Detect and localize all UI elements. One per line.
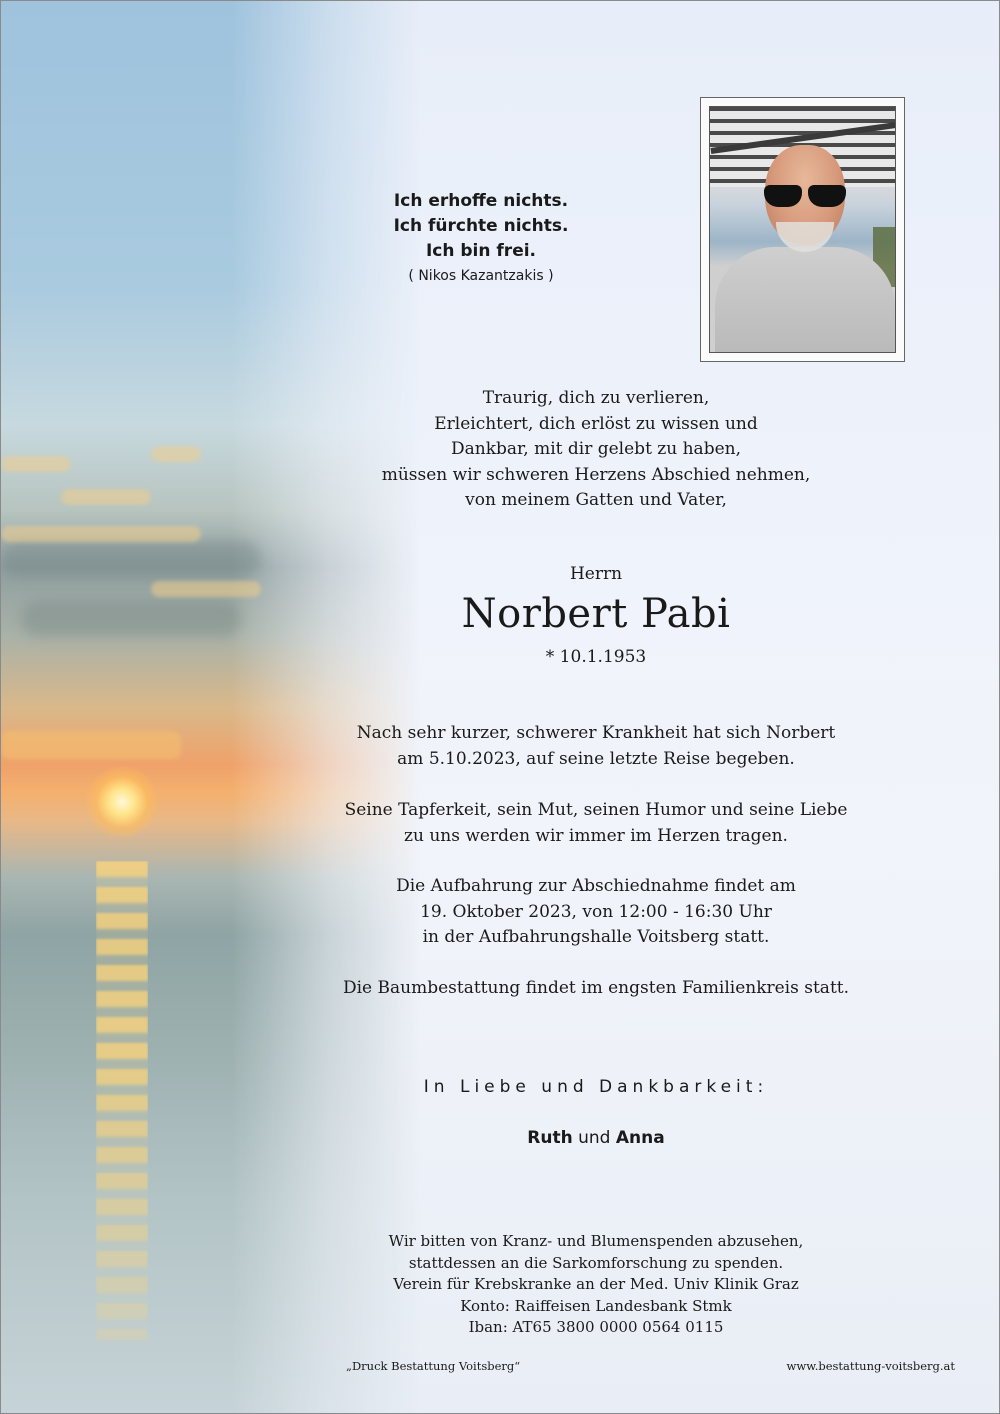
paragraph-line: am 5.10.2023, auf seine letzte Reise begeben. [397,748,795,769]
donation-note [281,1231,911,1339]
donation-line: Verein für Krebskranke an der Med. Univ Klinik Graz [393,1275,799,1293]
salutation: Herrn [569,564,623,584]
quote-author: ( Nikos Kazantzakis ) [408,268,554,284]
quote-line: Ich bin frei. [425,241,537,261]
sun-icon [86,766,158,838]
paragraph [281,798,911,849]
signatory-first: Ruth [527,1128,573,1148]
cloud [1,526,201,542]
paragraph-line: zu uns werden wir immer im Herzen tragen. [404,825,788,846]
tribute-line: von meinem Gatten und Vater, [465,490,727,511]
donation-line: Wir bitten von Kranz- und Blumenspenden abzusehen, [388,1232,804,1250]
shirt [715,247,895,353]
signatory-connector: und [578,1128,611,1148]
quote-line: Ich erhoffe nichts. [393,191,569,211]
birth-date: * 10.1.1953 [545,647,647,667]
portrait-frame [700,97,905,362]
tribute-line: Dankbar, mit dir gelebt zu haben, [451,439,741,460]
tribute-line: müssen wir schweren Herzens Abschied nehmen, [381,464,811,485]
sunglasses-icon [762,185,848,209]
signatories [281,1128,911,1148]
paragraph-line: Seine Tapferkeit, sein Mut, seinen Humor und seine Liebe [344,800,848,820]
signatory-second: Anna [615,1128,665,1148]
cloud [151,446,201,462]
paragraph [281,721,911,772]
deceased-name: Norbert Pabi [461,591,731,637]
portrait-photo [709,106,896,353]
footer-website: www.bestattung-voitsberg.at [786,1359,955,1373]
footer-printer: „Druck Bestattung Voitsberg“ [346,1359,521,1373]
cloud [1,731,181,759]
cloud-band [21,601,241,637]
paragraph-line: in der Aufbahrungshalle Voitsberg statt. [422,927,770,948]
cloud [1,456,71,472]
paragraph-line: 19. Oktober 2023, von 12:00 - 16:30 Uhr [420,901,772,922]
tribute-line: Erleichtert, dich erlöst zu wissen und [434,413,758,434]
tribute-text [281,386,911,514]
paragraph-line: Nach sehr kurzer, schwerer Krankheit hat sich Norbert [356,723,836,743]
closing-line: In Liebe und Dankbarkeit: [423,1077,769,1097]
donation-line: Konto: Raiffeisen Landesbank Stmk [460,1296,732,1315]
quote-line: Ich fürchte nichts. [393,216,569,236]
sun-reflection [96,861,148,1341]
paragraph-line: Die Baumbestattung findet im engsten Familienkreis statt. [342,978,850,998]
cloud [61,489,151,505]
quote-block [331,189,631,287]
tribute-line: Traurig, dich zu verlieren, [482,388,710,408]
donation-line: stattdessen an die Sarkomforschung zu spenden. [408,1253,784,1272]
cloud [151,581,261,597]
paragraph-line: Die Aufbahrung zur Abschiednahme findet am [396,876,796,896]
paragraph [281,874,911,951]
paragraph [281,976,911,1002]
donation-line: Iban: AT65 3800 0000 0564 0115 [468,1318,724,1336]
cloud-band [1,541,261,577]
